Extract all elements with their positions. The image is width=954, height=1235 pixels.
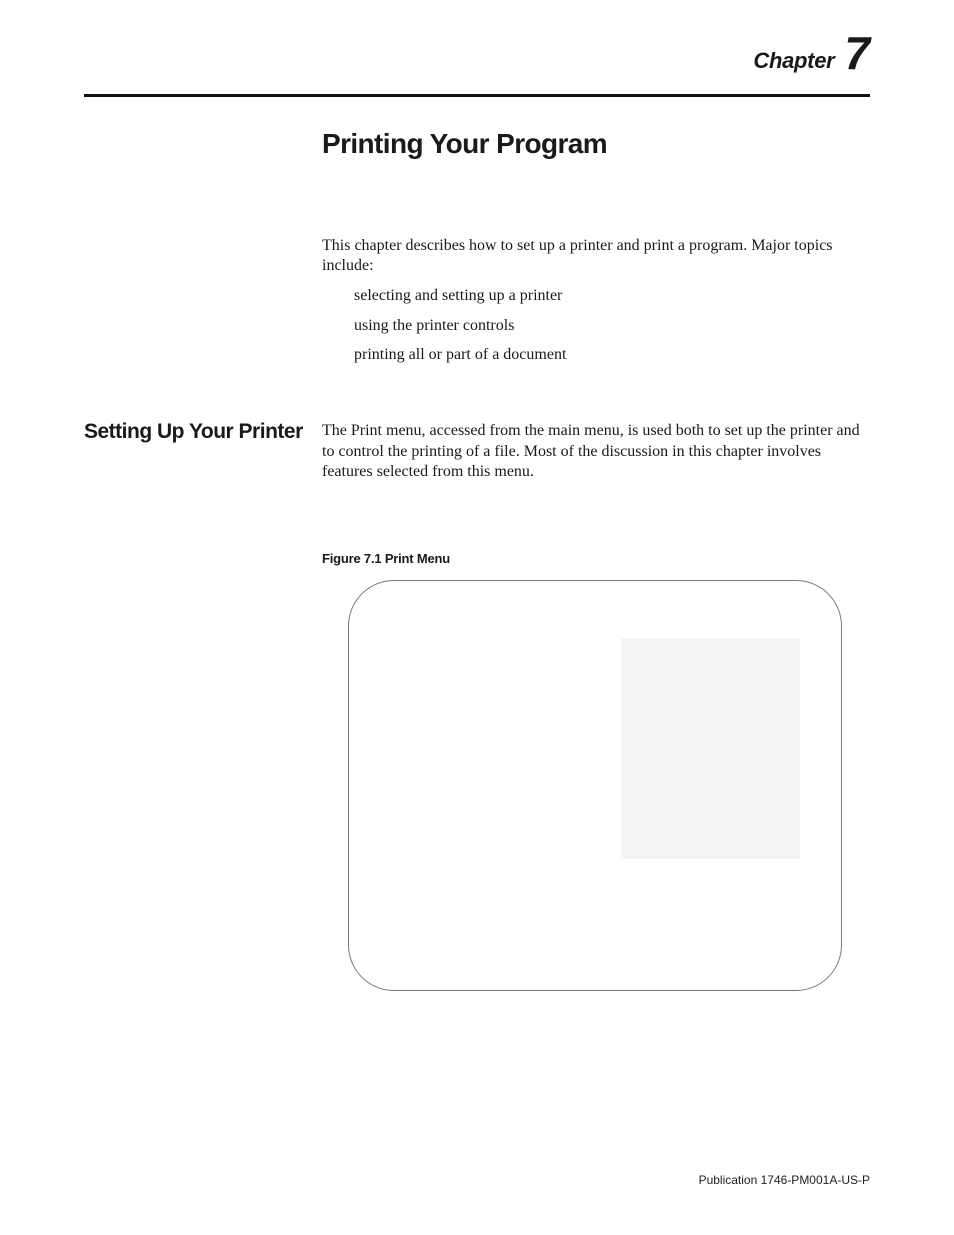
list-item: selecting and setting up a printer [354, 287, 563, 304]
figure-caption: Figure 7.1 Print Menu [322, 551, 450, 566]
header-rule [84, 94, 870, 97]
chapter-number: 7 [844, 27, 870, 79]
list-item: printing all or part of a document [354, 346, 567, 363]
intro-paragraph: This chapter describes how to set up a printer and print a program. Major topics include: [322, 237, 833, 274]
chapter-label: Chapter [753, 48, 835, 73]
publication-footer: Publication 1746-PM001A-US-P [698, 1173, 870, 1187]
topic-list [354, 286, 566, 375]
list-item: using the printer controls [354, 316, 515, 334]
section-paragraph: The Print menu, accessed from the main menu, is used both to set up the printer and to control the printing of a file. Most of the discussion in this chapter involves features selected from this menu. [322, 422, 860, 480]
chapter-header [753, 27, 870, 79]
page-title: Printing Your Program [322, 128, 608, 159]
print-menu-panel [621, 638, 800, 859]
section-heading: Setting Up Your Printer [84, 420, 303, 443]
